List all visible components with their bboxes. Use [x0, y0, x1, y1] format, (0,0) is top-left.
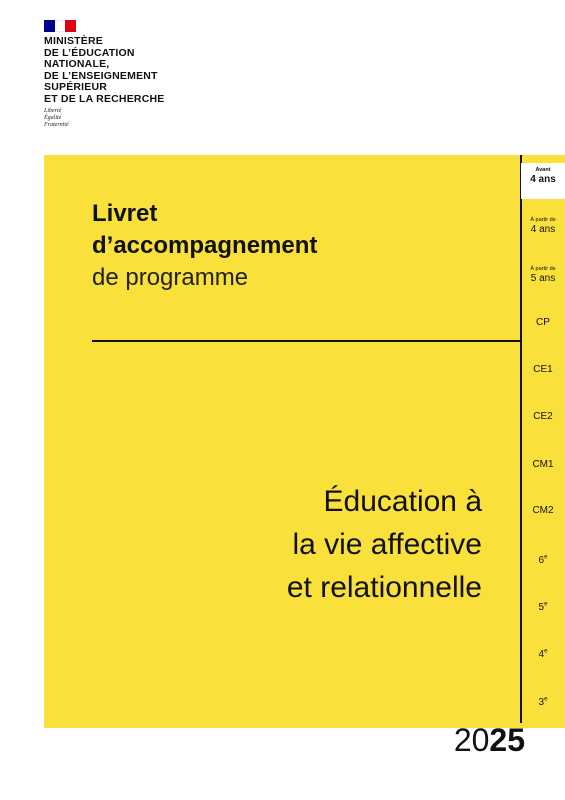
title-line: la vie affective: [292, 528, 482, 561]
levels-divider: [520, 155, 522, 723]
level-label: CE2: [533, 411, 553, 422]
level-item: [521, 644, 565, 666]
title-line: Éducation à: [323, 485, 482, 518]
divider: [92, 340, 520, 342]
level-suffix: e: [544, 696, 548, 703]
level-item: [521, 454, 565, 476]
level-prefix: À partir de: [530, 217, 556, 223]
level-item: [521, 262, 565, 288]
ministry-name: [44, 36, 164, 105]
level-item: [521, 213, 565, 239]
ministry-line: MINISTÈRE: [44, 35, 103, 47]
level-item: [521, 597, 565, 619]
level-label: 5e: [538, 601, 548, 613]
level-item: [521, 163, 565, 199]
level-label: 6e: [538, 554, 548, 566]
motto-line: Égalité: [44, 115, 62, 121]
level-label: 3e: [538, 696, 548, 708]
level-suffix: e: [544, 648, 548, 655]
level-label: CM1: [532, 459, 554, 470]
level-label: CM2: [532, 505, 554, 516]
year-suffix: 25: [489, 722, 525, 758]
ministry-logo: [44, 20, 164, 129]
level-item: [521, 550, 565, 572]
ministry-line: DE L’ENSEIGNEMENT: [44, 69, 158, 82]
document-type: [92, 198, 317, 294]
level-label: CE1: [533, 364, 553, 375]
level-prefix: Avant: [535, 167, 551, 173]
ministry-line: NATIONALE,: [44, 58, 110, 70]
year: [454, 720, 525, 760]
level-item: [521, 406, 565, 428]
motto-line: Liberté: [44, 108, 62, 114]
level-label: 4 ans: [530, 224, 556, 235]
year-prefix: 20: [453, 722, 490, 758]
livret-line-2: d’accompagnement: [92, 232, 318, 259]
french-flag-icon: [44, 20, 76, 32]
title-line: et relationnelle: [286, 571, 482, 604]
livret-line-3: de programme: [92, 264, 249, 291]
level-item: [521, 312, 565, 334]
level-label: 5 ans: [530, 273, 556, 284]
republic-motto: [44, 108, 164, 129]
motto-line: Fraternité: [44, 122, 69, 128]
level-label: 4e: [538, 648, 548, 660]
level-suffix: e: [544, 601, 548, 608]
ministry-line: SUPÉRIEUR: [44, 81, 108, 93]
livret-line-1: Livret: [92, 200, 158, 227]
level-label: 4 ans: [530, 174, 556, 185]
ministry-line: ET DE LA RECHERCHE: [44, 92, 165, 105]
level-item: [521, 359, 565, 381]
level-prefix: À partir de: [530, 266, 556, 272]
level-item: [521, 692, 565, 714]
document-title: [287, 480, 482, 609]
level-suffix: e: [544, 554, 548, 561]
ministry-line: DE L’ÉDUCATION: [44, 46, 135, 59]
level-item: [521, 500, 565, 522]
level-label: CP: [536, 317, 550, 328]
